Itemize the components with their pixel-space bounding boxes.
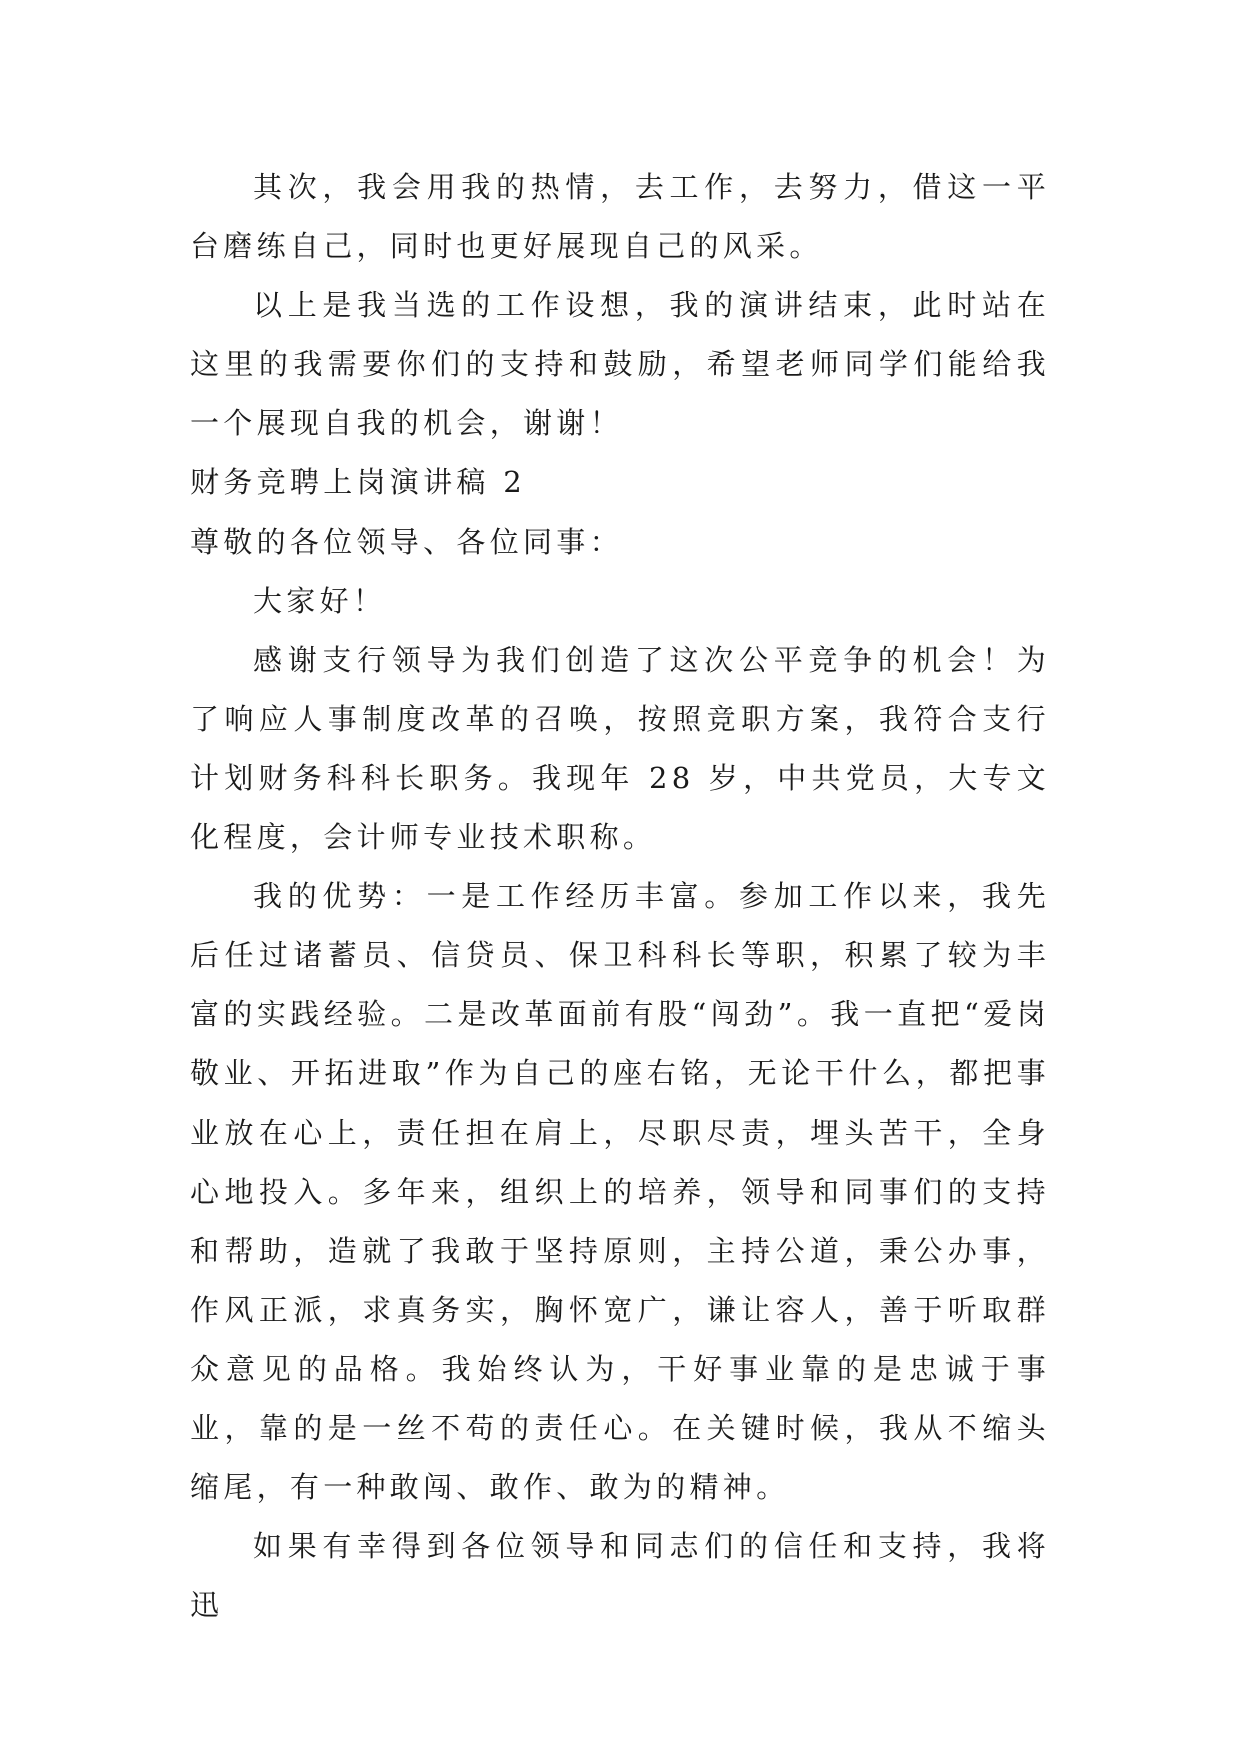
paragraph-continuation: 如果有幸得到各位领导和同志们的信任和支持，我将迅 xyxy=(190,1529,1050,1623)
salutation: 尊敬的各位领导、各位同事： xyxy=(190,524,623,559)
greeting: 大家好！ xyxy=(253,583,387,618)
paragraph-speech-end: 以上是我当选的工作设想，我的演讲结束，此时站在这里的我需要你们的支持和鼓励，希望老师同学们能给我一个展现自我的机会，谢谢！ xyxy=(190,288,1050,441)
section-title: 财务竞聘上岗演讲稿 2 xyxy=(190,465,526,500)
document-body xyxy=(190,158,1050,1635)
paragraph-introduction: 感谢支行领导为我们创造了这次公平竞争的机会！为了响应人事制度改革的召唤，按照竞职方案，我符合支行计划财务科科长职务。我现年 28 岁，中共党员，大专文化程度，会计师专业技术职称。 xyxy=(190,642,1050,855)
paragraph-advantages: 我的优势：一是工作经历丰富。参加工作以来，我先后任过诸蓄员、信贷员、保卫科科长等职，积累了较为丰富的实践经验。二是改革面前有股“闯劲”。我一直把“爱岗敬业、开拓进取”作为自己的座右铭，无论干什么，都把事业放在心上，责任担在肩上，尽职尽责，埋头苦干，全身心地投入。多年来，组织上的培养，领导和同事们的支持和帮助，造就了我敢于坚持原则，主持公道，秉公办事，作风正派，求真务实，胸怀宽广，谦让容人，善于听取群众意见的品格。我始终认为，干好事业靠的是忠诚于事业，靠的是一丝不苟的责任心。在关键时候，我从不缩头缩尾，有一种敢闯、敢作、敢为的精神。 xyxy=(190,879,1050,1505)
paragraph-closing-effort: 其次，我会用我的热情，去工作，去努力，借这一平台磨练自己，同时也更好展现自己的风采。 xyxy=(190,170,1050,264)
